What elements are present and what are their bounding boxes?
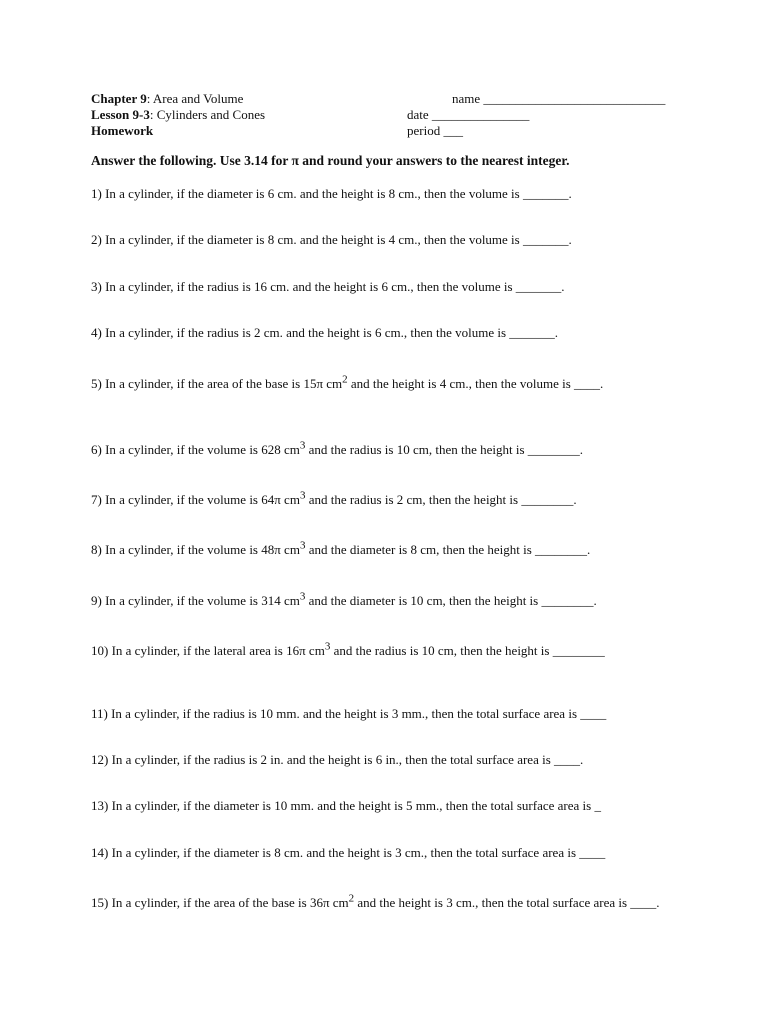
worksheet-header bbox=[91, 91, 701, 139]
question-3 bbox=[91, 279, 701, 295]
question-15 bbox=[91, 892, 686, 911]
question-text: 8) In a cylinder, if the volume is 48π cm bbox=[91, 542, 300, 557]
question-4 bbox=[91, 325, 701, 341]
question-text-end: and the radius is 10 cm, then the height is ________. bbox=[305, 442, 584, 457]
question-text: 15) In a cylinder, if the area of the base is 36π cm bbox=[91, 895, 349, 910]
question-exponent: 2 bbox=[348, 892, 355, 905]
lesson-label: Lesson 9-3 bbox=[91, 107, 150, 122]
question-text: 10) In a cylinder, if the lateral area is 16π cm bbox=[91, 643, 325, 658]
question-text-end: and the diameter is 10 cm, then the height is ________. bbox=[305, 593, 597, 608]
question-text: 1) In a cylinder, if the diameter is 6 cm. and the height is 8 cm., then the volume is _______. bbox=[91, 186, 572, 201]
date-field: date _______________ bbox=[407, 107, 530, 122]
instructions: Answer the following. Use 3.14 for π and round your answers to the nearest integer. bbox=[91, 153, 570, 168]
question-text: 5) In a cylinder, if the area of the base is 15π cm bbox=[91, 376, 343, 391]
chapter-label: Chapter 9 bbox=[91, 91, 147, 106]
question-exponent: 3 bbox=[299, 489, 306, 502]
question-text-end: and the radius is 2 cm, then the height is ________. bbox=[305, 492, 577, 507]
question-text: 9) In a cylinder, if the volume is 314 cm bbox=[91, 593, 300, 608]
name-field: name ____________________________ bbox=[452, 91, 666, 106]
question-text-end: and the height is 3 cm., then the total surface area is ____. bbox=[354, 895, 660, 910]
question-text: 11) In a cylinder, if the radius is 10 mm. and the height is 3 mm., then the total surface area is ____ bbox=[91, 706, 607, 721]
question-5 bbox=[91, 373, 701, 392]
question-text: 14) In a cylinder, if the diameter is 8 cm. and the height is 3 cm., then the total surface area is ____ bbox=[91, 845, 606, 860]
lesson-line bbox=[91, 107, 265, 123]
question-text: 4) In a cylinder, if the radius is 2 cm. and the height is 6 cm., then the volume is _______. bbox=[91, 325, 559, 340]
question-text-end: and the diameter is 8 cm, then the height is ________. bbox=[305, 542, 591, 557]
question-1 bbox=[91, 186, 701, 202]
lesson-title: : Cylinders and Cones bbox=[149, 107, 266, 122]
question-text: 3) In a cylinder, if the radius is 16 cm. and the height is 6 cm., then the volume is _______. bbox=[91, 279, 565, 294]
question-exponent: 3 bbox=[324, 640, 331, 653]
question-exponent: 3 bbox=[299, 439, 306, 452]
question-text-end: and the radius is 10 cm, then the height is ________ bbox=[330, 643, 605, 658]
chapter-line bbox=[91, 91, 243, 107]
question-text-end: and the height is 4 cm., then the volume is ____. bbox=[347, 376, 604, 391]
period-field: period ___ bbox=[407, 123, 463, 138]
question-7 bbox=[91, 489, 701, 508]
question-text: 6) In a cylinder, if the volume is 628 cm bbox=[91, 442, 300, 457]
question-text: 13) In a cylinder, if the diameter is 10 mm. and the height is 5 mm., then the total surface area is _ bbox=[91, 798, 601, 813]
question-6 bbox=[91, 439, 701, 458]
question-13 bbox=[91, 798, 701, 814]
question-8 bbox=[91, 539, 701, 558]
question-9 bbox=[91, 590, 701, 609]
question-exponent: 3 bbox=[299, 539, 306, 552]
question-text: 12) In a cylinder, if the radius is 2 in. and the height is 6 in., then the total surface area is ____. bbox=[91, 752, 584, 767]
header-row-lesson bbox=[91, 107, 701, 123]
question-12 bbox=[91, 752, 701, 768]
question-14 bbox=[91, 845, 701, 861]
question-text: 2) In a cylinder, if the diameter is 8 cm. and the height is 4 cm., then the volume is _______. bbox=[91, 232, 572, 247]
question-text: 7) In a cylinder, if the volume is 64π cm bbox=[91, 492, 300, 507]
question-2 bbox=[91, 232, 701, 248]
homework-label: Homework bbox=[91, 123, 154, 138]
question-exponent: 2 bbox=[342, 373, 348, 386]
question-10 bbox=[91, 640, 701, 659]
header-row-homework bbox=[91, 123, 701, 139]
question-exponent: 3 bbox=[299, 590, 306, 603]
question-11 bbox=[91, 706, 701, 722]
header-row-chapter bbox=[91, 91, 701, 107]
chapter-title: : Area and Volume bbox=[146, 91, 244, 106]
